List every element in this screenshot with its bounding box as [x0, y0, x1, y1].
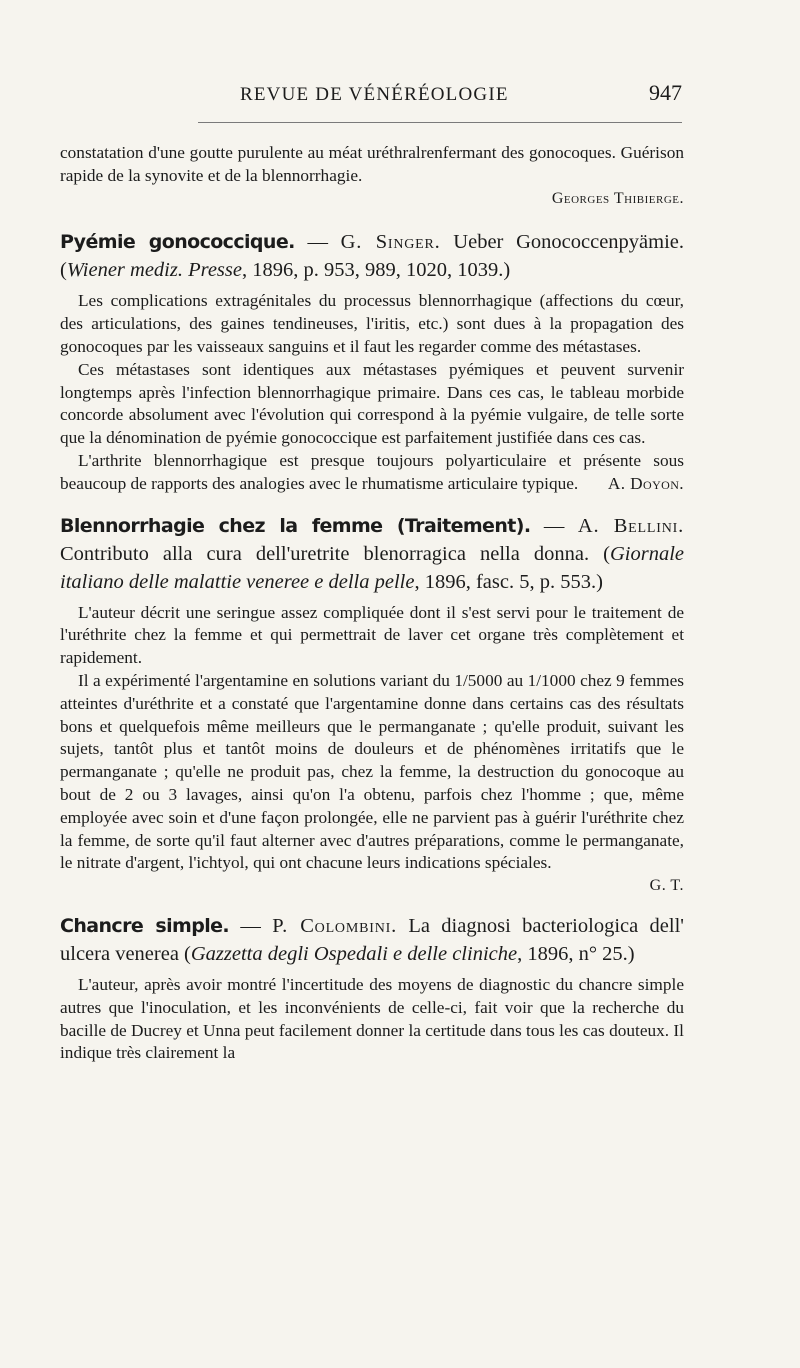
article-pyemie	[60, 228, 684, 495]
journal-name: Giornale italiano delle malattie veneree e della pelle	[60, 542, 684, 593]
citation: , 1896, n° 25.)	[517, 942, 635, 965]
source-title: La diagnosi bacteriologica dell' ulcera venerea (	[60, 914, 684, 965]
entry-author: A. Bellini.	[577, 514, 684, 537]
source-title: Contributo alla cura dell'uretrite blenorragica nella donna. (	[60, 542, 610, 565]
signature: G. T.	[649, 877, 684, 895]
entry-title: Pyémie gonococcique.	[60, 231, 295, 254]
running-header	[0, 80, 800, 116]
body-paragraph: Les complications extragénitales du processus blennorrhagique (affections du cœur, des articulations, des gaines tendineuses, l'iritis, etc.) sont dues à la propagation des gonocoques par les vaisseaux sanguins et il faut les regarder comme des métastases.	[60, 291, 684, 356]
entry-heading	[60, 912, 684, 968]
heading-dash: —	[530, 514, 578, 537]
article-thibierge-tail	[60, 142, 684, 210]
entry-title: Chancre simple.	[60, 914, 230, 937]
article-blennorrhagie-femme	[60, 512, 684, 898]
heading-dash: —	[294, 231, 341, 254]
entry-heading	[60, 228, 684, 284]
page-number: 947	[649, 80, 682, 105]
body-paragraph	[60, 450, 684, 496]
header-rule	[198, 122, 682, 123]
source-title: Ueber Gonococcenpyämie. (	[60, 231, 685, 282]
body-paragraph: L'auteur décrit une seringue assez compliquée dont il s'est servi pour le traitement de l'uréthrite chez la femme et qui permettrait de laver cet organe très complètement et rapidement.	[60, 602, 684, 668]
journal-name: Wiener mediz. Presse	[66, 259, 242, 282]
running-title: REVUE DE VÉNÉRÉOLOGIE	[240, 84, 509, 105]
citation: , 1896, p. 953, 989, 1020, 1039.)	[242, 259, 511, 282]
article-chancre-simple	[60, 912, 684, 1065]
body-paragraph: Ces métastases sont identiques aux métastases pyémiques et peuvent survenir longtemps après l'infection blennorrhagique primaire. Dans ces cas, le tableau morbide concorde absolument avec l'évolution qui correspond à la pyémie vulgaire, de telle sorte que la dénomination de pyémie gonococcique est parfaitement justifiée dans ces cas.	[60, 359, 684, 448]
signature: A. Doyon.	[607, 473, 684, 493]
body-paragraph: L'auteur, après avoir montré l'incertitude des moyens de diagnostic du chancre simple autres que l'inoculation, et les inconvénients de celle-ci, fait voir que la recherche du bacille de Ducrey et Unna peut facilement donner la certitude dans tous les cas douteux. Il indique très clairement la	[60, 974, 684, 1063]
journal-name: Gazzetta degli Ospedali e delle cliniche	[190, 942, 518, 965]
body-paragraph: constatation d'une goutte purulente au méat uréthralrenfermant des gonocoques. Guérison rapide de la synovite et de la blennorrhagie.	[60, 143, 684, 185]
signature: Georges Thibierge.	[551, 189, 684, 207]
entry-author: G. Singer.	[340, 231, 441, 254]
entry-title: Blennorrhagie chez la femme (Traitement).	[60, 514, 531, 537]
entry-heading	[60, 512, 684, 596]
paragraph-text: L'arthrite blennorrhagique est presque toujours polyarticulaire et présente sous beaucoup de rapports des analogies avec le rhumatisme articulaire typique.	[60, 450, 684, 493]
heading-dash: —	[229, 914, 273, 937]
body-paragraph: Il a expérimenté l'argentamine en solutions variant du 1/5000 au 1/1000 chez 9 femmes atteintes d'uréthrite et a constaté que l'argentamine donne dans certains cas des résultats bons et quelquefois même meilleurs que le permanganate ; qu'elle produit, suivant les sujets, tantôt plus et tantôt moins de douleurs et de phénomènes irritatifs que le permanganate ; qu'elle ne produit pas, chez la femme, la destruction du gonocoque au bout de 2 ou 3 lavages, ainsi qu'on l'a obtenu, parfois chez l'homme ; que, même employée avec soin et d'une façon prolongée, elle ne parvient pas à guérir l'uréthrite chez la femme, de sorte qu'il faut alterner avec d'autres préparations, comme le permanganate, le nitrate d'argent, l'ichtyol, qui ont chacune leurs indications spéciales.	[60, 670, 684, 873]
citation: , 1896, fasc. 5, p. 553.)	[414, 570, 603, 593]
entry-author: P. Colombini.	[272, 914, 397, 937]
page-body	[60, 142, 684, 1065]
